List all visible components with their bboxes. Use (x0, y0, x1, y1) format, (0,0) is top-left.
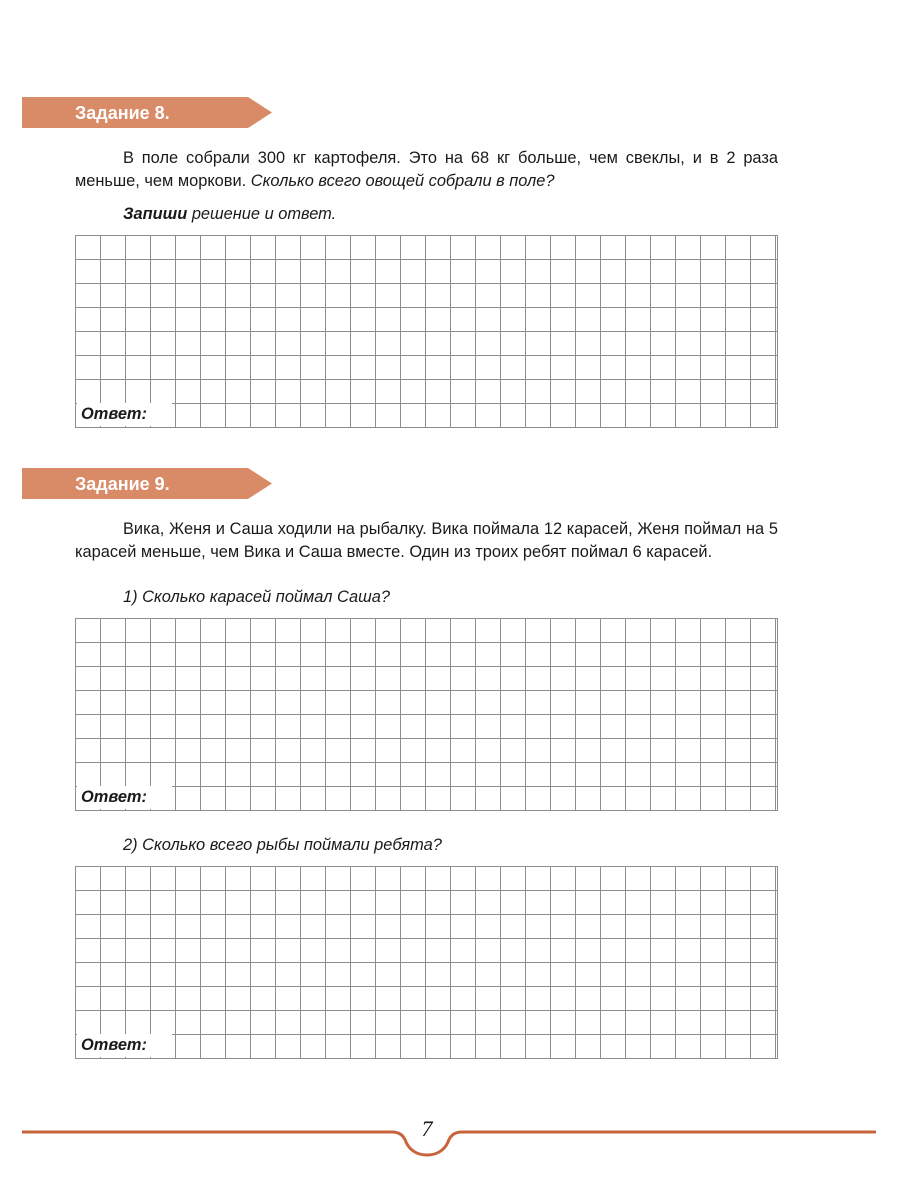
task-9-question-1: 1) Сколько карасей поймал Саша? (123, 588, 390, 606)
task-8-answer-label: Ответ: (77, 403, 172, 426)
task-9-answer-1-label: Ответ: (77, 786, 172, 809)
answer-grid-task-9-q2[interactable] (75, 866, 778, 1059)
answer-grid-task-9-q1[interactable] (75, 618, 778, 811)
task-8-question: Сколько всего овощей собрали в поле? (250, 171, 555, 190)
task-9-title: Задание 9. (75, 474, 170, 494)
task-8-title: Задание 8. (75, 103, 170, 123)
page-number: 7 (421, 1116, 433, 1141)
task-9-question-2: 2) Сколько всего рыбы поймали ребята? (123, 836, 442, 854)
answer-grid-task-8[interactable] (75, 235, 778, 428)
task-9-header (22, 468, 272, 499)
task-8-text (75, 147, 778, 192)
task-8-instruction-rest: решение и ответ. (187, 205, 337, 223)
task-8-instruction-bold: Запиши (123, 205, 188, 223)
task-9-answer-2-label: Ответ: (77, 1034, 172, 1057)
task-8-instruction (123, 203, 336, 225)
task-8-condition: В поле собрали 300 кг картофеля. Это на 68 кг больше, чем свеклы, и в 2 раза меньше, чем моркови. (75, 149, 778, 190)
task-8-header (22, 97, 272, 128)
task-9-text: Вика, Женя и Саша ходили на рыбалку. Вика поймала 12 карасей, Женя поймал на 5 карасей меньше, чем Вика и Саша вместе. Один из троих ребят поймал 6 карасей. (75, 520, 778, 561)
footer-divider (0, 1110, 900, 1160)
